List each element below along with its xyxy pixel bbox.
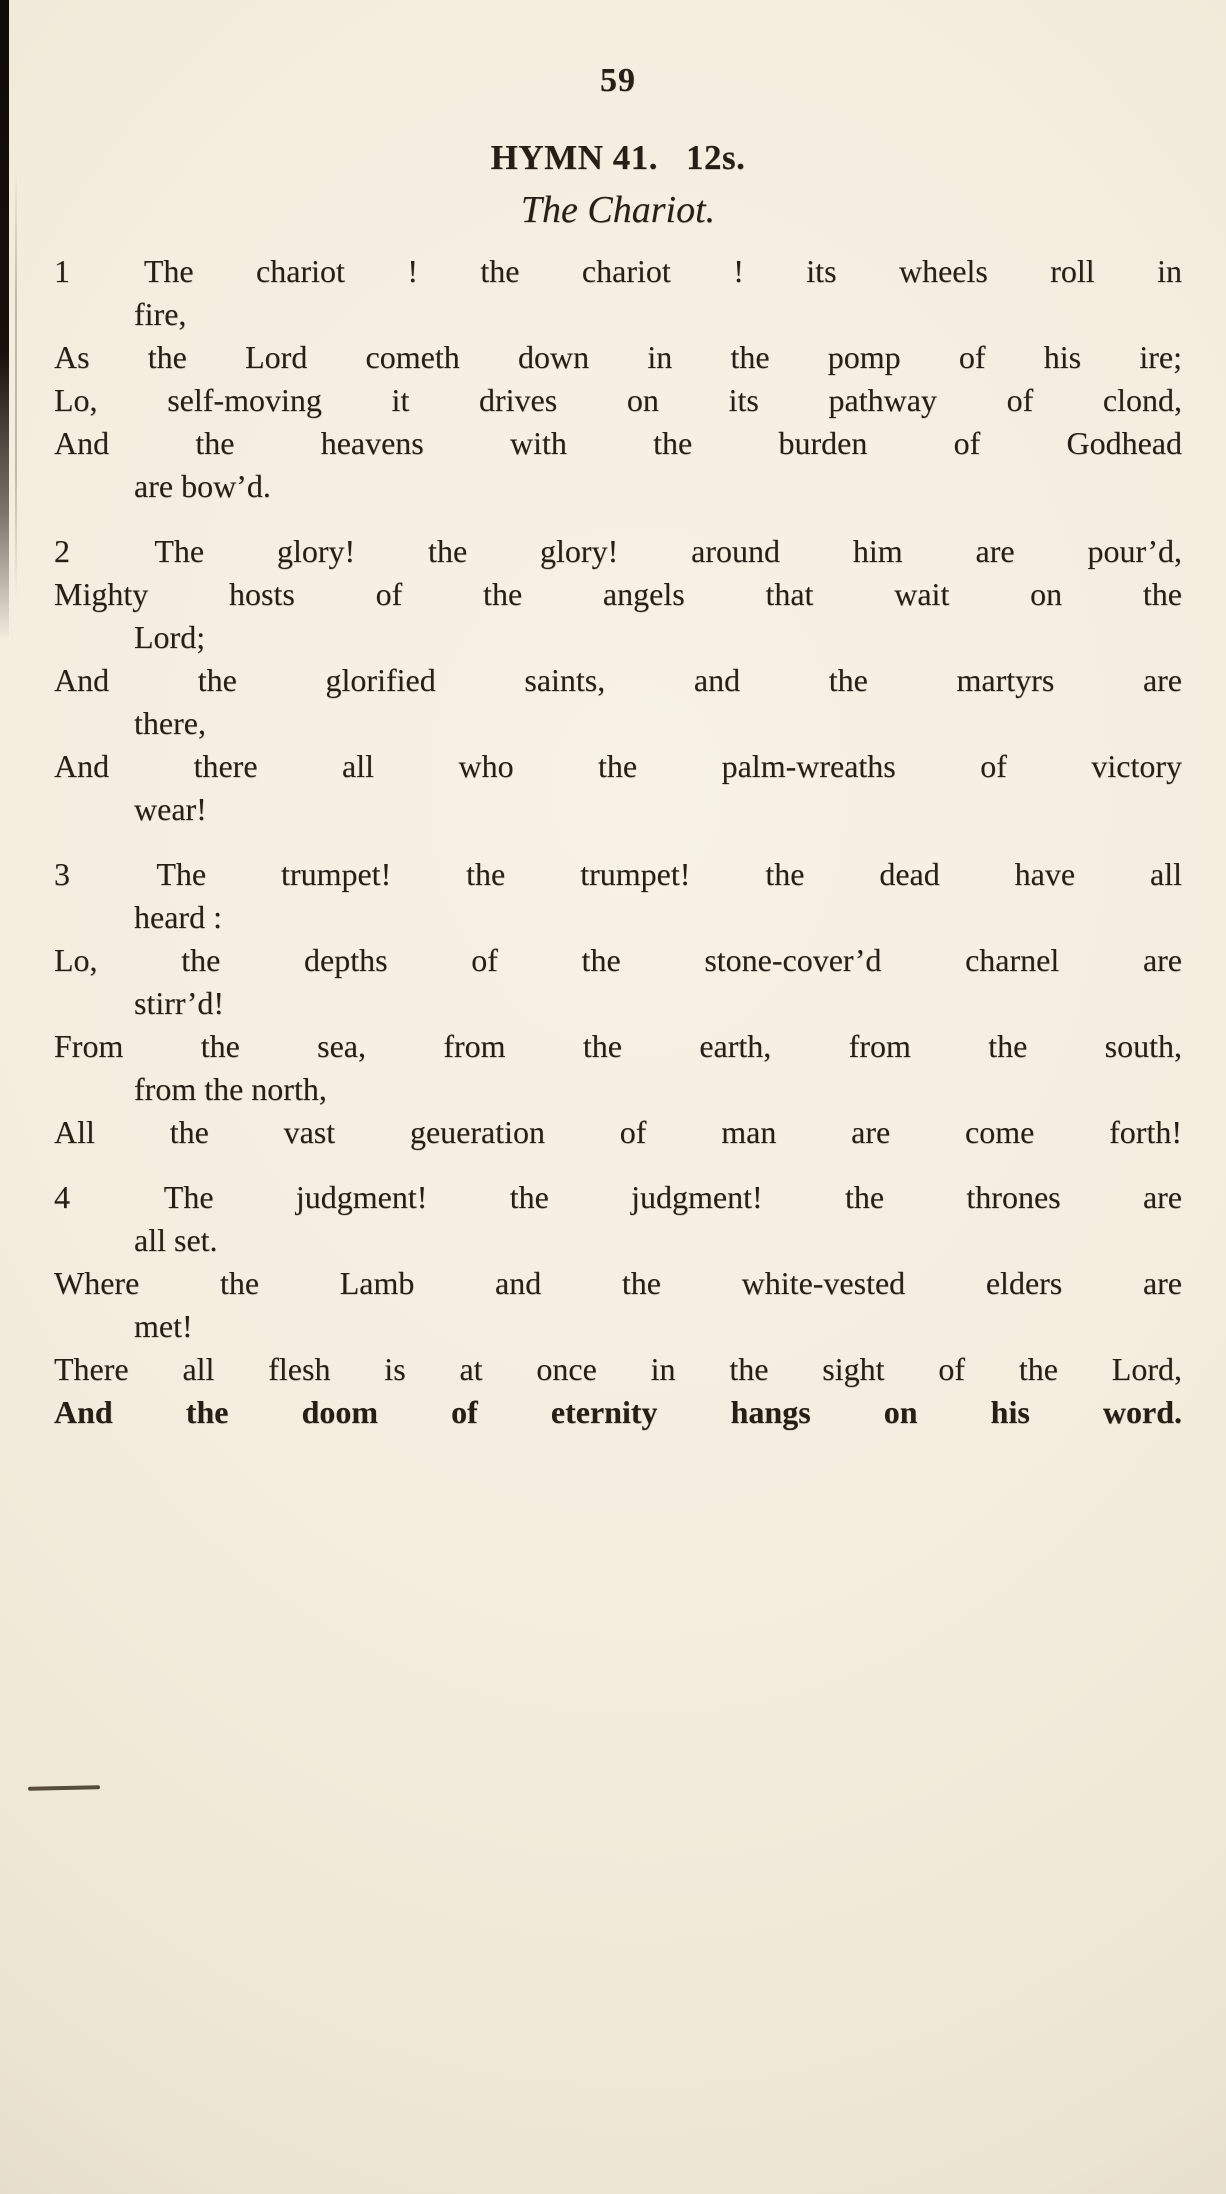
verse-line: And the doom of eternity hangs on his word. — [54, 1394, 1182, 1430]
verse-line: wear! — [134, 791, 207, 827]
stanza-number: 3 — [54, 856, 70, 892]
page-edge-line — [15, 170, 17, 600]
verse-text: The glory! the glory! around him are pour’d, — [154, 533, 1182, 569]
verse-line: As the Lord cometh down in the pomp of his ire; — [54, 339, 1182, 375]
page-number: 59 — [600, 62, 636, 99]
verse-line: all set. — [134, 1222, 218, 1258]
verse-line: from the north, — [134, 1071, 327, 1107]
verse-line: Lord; — [134, 619, 206, 655]
verse-line: There all flesh is at once in the sight of the Lord, — [54, 1351, 1182, 1387]
verse-line: stirr’d! — [134, 985, 225, 1021]
stanza-number: 2 — [54, 533, 70, 569]
verse-line: Mighty hosts of the angels that wait on the — [54, 576, 1182, 612]
verse-line: are bow’d. — [134, 468, 271, 504]
hymn-heading — [54, 138, 1182, 178]
stanza-4 — [54, 1176, 1182, 1434]
ink-mark — [28, 1785, 100, 1791]
verse-line: there, — [134, 705, 206, 741]
verse-text: The chariot ! the chariot ! its wheels roll in — [143, 253, 1183, 289]
verse-line: fire, — [134, 296, 187, 332]
verse-line: Where the Lamb and the white-vested elders are — [54, 1265, 1182, 1301]
verse-line: And there all who the palm-wreaths of victory — [54, 748, 1182, 784]
hymn-verse — [54, 250, 1182, 1434]
verse-line — [54, 530, 1182, 573]
binding-shadow — [0, 0, 9, 640]
verse-line: From the sea, from the earth, from the south, — [54, 1028, 1182, 1064]
verse-line — [54, 250, 1182, 293]
stanza-number: 4 — [54, 1179, 70, 1215]
verse-line — [54, 853, 1182, 896]
stanza-2 — [54, 530, 1182, 831]
verse-line: And the glorified saints, and the martyrs are — [54, 662, 1182, 698]
stanza-number: 1 — [54, 253, 70, 289]
verse-line: And the heavens with the burden of Godhead — [54, 425, 1182, 461]
verse-line: Lo, self-moving it drives on its pathway of clond, — [54, 382, 1182, 418]
hymn-title: The Chariot. — [520, 189, 716, 231]
verse-text: The trumpet! the trumpet! the dead have all — [156, 856, 1183, 892]
hymn-number: HYMN 41. — [490, 138, 658, 177]
stanza-1 — [54, 250, 1182, 508]
verse-line: Lo, the depths of the stone-cover’d charnel are — [54, 942, 1182, 978]
verse-line: heard : — [134, 899, 222, 935]
verse-line — [54, 1176, 1182, 1219]
stanza-3 — [54, 853, 1182, 1154]
page-content — [54, 0, 1182, 1456]
verse-text: The judgment! the judgment! the thrones are — [163, 1179, 1183, 1215]
verse-line: All the vast geueration of man are come forth! — [54, 1114, 1182, 1150]
hymn-meter: 12s. — [685, 138, 746, 177]
verse-line: met! — [134, 1308, 193, 1344]
